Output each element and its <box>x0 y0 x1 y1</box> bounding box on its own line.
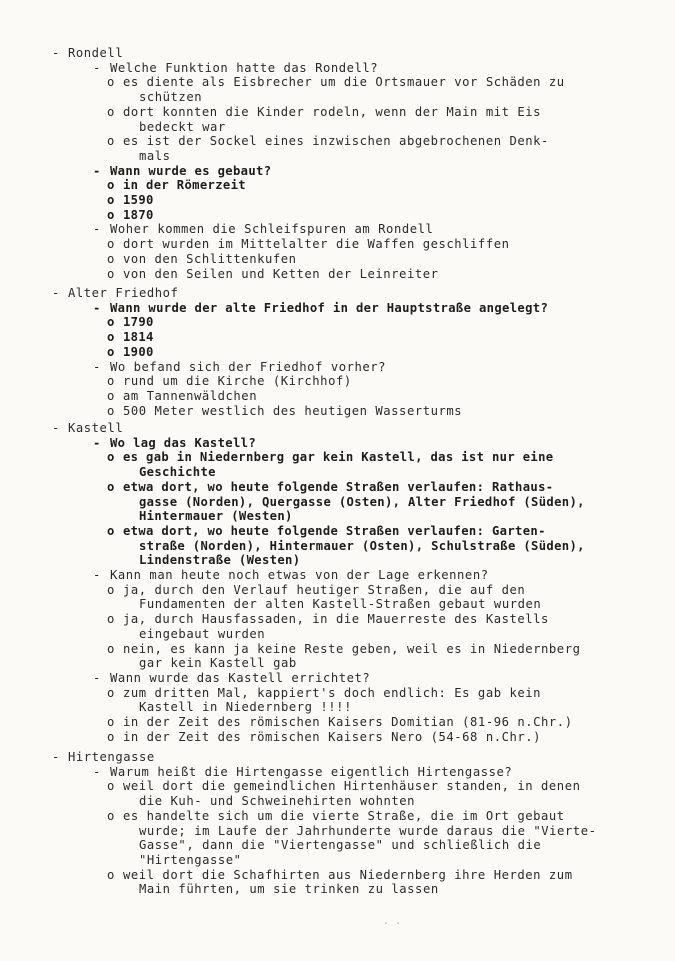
answer-line: 1590 <box>123 193 154 207</box>
answer-bullet: o <box>107 178 115 193</box>
answer-line: in der Zeit des römischen Kaisers Domitian (81-96 n.Chr.) <box>123 715 573 729</box>
answer-bullet: o <box>107 403 115 418</box>
answer-line: Kastell in Niedernberg !!!! <box>139 700 352 715</box>
question-text: Warum heißt die Hirtengasse eigentlich Hirtengasse? <box>110 764 513 779</box>
question-dash: - <box>93 764 101 779</box>
answer-line: in der Zeit des römischen Kaisers Nero (54-68 n.Chr.) <box>123 729 542 744</box>
answer-line: schützen <box>139 90 203 105</box>
answer-line: dort konnten die Kinder rodeln, wenn der Main mit Eis <box>123 104 542 119</box>
answer-bullet: o <box>107 330 115 345</box>
answer-line: Geschichte <box>139 465 216 480</box>
answer-line: am Tannenwäldchen <box>123 388 258 403</box>
answer-line: die Kuh- und Schweinehirten wohnten <box>139 794 416 809</box>
answer-line: von den Schlittenkufen <box>123 251 297 266</box>
answer-bullet: o <box>107 523 115 538</box>
question-dash: - <box>93 300 101 315</box>
question-text: Wo befand sich der Friedhof vorher? <box>110 359 387 374</box>
answer-bullet: o <box>107 388 115 403</box>
answer-line: 1870 <box>123 207 154 222</box>
answer-bullet: o <box>107 612 115 627</box>
answer-line: es diente als Eisbrecher um die Ortsmauer vor Schäden zu <box>123 75 565 90</box>
answer-line: ja, durch Hausfassaden, in die Mauerreste des Kastells <box>123 612 549 627</box>
answer-bullet: o <box>107 315 115 330</box>
answer-bullet: o <box>107 715 115 729</box>
answer-line: gasse (Norden), Quergasse (Osten), Alter Friedhof (Süden), <box>139 494 585 509</box>
answer-line: zum dritten Mal, kappiert's doch endlich: Es gab kein <box>123 685 542 700</box>
answer-line: von den Seilen und Ketten der Leinreiter <box>123 266 439 281</box>
answer-line: Fundamenten der alten Kastell-Straßen gebaut wurden <box>139 597 542 612</box>
question-text: Wann wurde es gebaut? <box>110 163 272 178</box>
answer-bullet: o <box>107 779 115 794</box>
answer-line: ja, durch den Verlauf heutiger Straßen, die auf den <box>123 582 526 597</box>
answer-line: es gab in Niedernberg gar kein Kastell, das ist nur eine <box>123 450 554 465</box>
answer-line: 500 Meter westlich des heutigen Wasserturms <box>123 403 463 418</box>
answer-line: es ist der Sockel eines inzwischen abgebrochenen Denk- <box>123 134 549 149</box>
answer-line: 1790 <box>123 315 154 330</box>
answer-line: es handelte sich um die vierte Straße, die im Ort gebaut <box>123 808 565 823</box>
answer-line: straße (Norden), Hintermauer (Osten), Schulstraße (Süden), <box>139 538 585 553</box>
question-dash: - <box>93 163 101 178</box>
answer-line: in der Römerzeit <box>123 178 246 193</box>
answer-line: rund um die Kirche (Kirchhof) <box>123 374 352 389</box>
answer-bullet: o <box>107 685 115 700</box>
answer-line: weil dort die gemeindlichen Hirtenhäuser standen, in denen <box>123 779 581 794</box>
answer-bullet: o <box>107 479 115 494</box>
answer-line: 1900 <box>123 344 154 359</box>
question-text: Wann wurde das Kastell errichtet? <box>110 670 371 685</box>
question-dash: - <box>93 568 101 582</box>
answer-line: Gasse", dann die "Viertengasse" und schließlich die <box>139 838 542 853</box>
question-text: Wo lag das Kastell? <box>110 435 257 450</box>
answer-bullet: o <box>107 867 115 882</box>
answer-line: 1814 <box>123 330 154 345</box>
question-dash: - <box>93 60 101 75</box>
answer-bullet: o <box>107 237 115 252</box>
answer-line: Main führten, um sie trinken zu lassen <box>139 882 439 897</box>
question-dash: - <box>93 670 101 685</box>
answer-bullet: o <box>107 374 115 389</box>
section-title: Rondell <box>68 46 124 60</box>
section-title: Alter Friedhof <box>68 286 179 300</box>
answer-bullet: o <box>107 251 115 266</box>
answer-line: eingebaut wurden <box>139 626 266 641</box>
answer-bullet: o <box>107 729 115 744</box>
question-text: Woher kommen die Schleifspuren am Rondell <box>110 222 434 237</box>
answer-bullet: o <box>107 808 115 823</box>
answer-line: wurde; im Laufe der Jahrhunderte wurde daraus die "Vierte- <box>139 823 597 838</box>
section-dash: - <box>52 750 60 764</box>
section-title: Kastell <box>68 421 124 435</box>
answer-bullet: o <box>107 207 115 222</box>
answer-line: dort wurden im Mittelalter die Waffen geschliffen <box>123 237 510 252</box>
section-dash: - <box>52 421 60 435</box>
question-text: Kann man heute noch etwas von der Lage erkennen? <box>110 568 489 582</box>
answer-line: weil dort die Schafhirten aus Niedernberg ihre Herden zum <box>123 867 573 882</box>
answer-bullet: o <box>107 344 115 359</box>
question-dash: - <box>93 359 101 374</box>
answer-line: "Hirtengasse" <box>139 852 242 867</box>
answer-bullet: o <box>107 134 115 149</box>
question-dash: - <box>93 222 101 237</box>
section-dash: - <box>52 46 60 60</box>
section-dash: - <box>52 286 60 300</box>
answer-bullet: o <box>107 450 115 465</box>
answer-line: gar kein Kastell gab <box>139 656 297 671</box>
question-text: Wann wurde der alte Friedhof in der Hauptstraße angelegt? <box>110 300 549 315</box>
answer-line: Lindenstraße (Westen) <box>139 553 301 568</box>
scan-speck: . . <box>383 916 402 927</box>
answer-line: Hintermauer (Westen) <box>139 509 293 524</box>
answer-bullet: o <box>107 193 115 207</box>
section-title: Hirtengasse <box>68 750 155 764</box>
answer-bullet: o <box>107 266 115 281</box>
answer-line: bedeckt war <box>139 119 226 134</box>
answer-line: mals <box>139 148 171 163</box>
answer-bullet: o <box>107 641 115 656</box>
answer-line: etwa dort, wo heute folgende Straßen verlaufen: Garten- <box>123 523 546 538</box>
answer-line: etwa dort, wo heute folgende Straßen verlaufen: Rathaus- <box>123 479 554 494</box>
answer-bullet: o <box>107 104 115 119</box>
answer-line: nein, es kann ja keine Reste geben, weil es in Niedernberg <box>123 641 581 656</box>
answer-bullet: o <box>107 582 115 597</box>
answer-bullet: o <box>107 75 115 90</box>
question-text: Welche Funktion hatte das Rondell? <box>110 60 379 75</box>
question-dash: - <box>93 435 101 450</box>
